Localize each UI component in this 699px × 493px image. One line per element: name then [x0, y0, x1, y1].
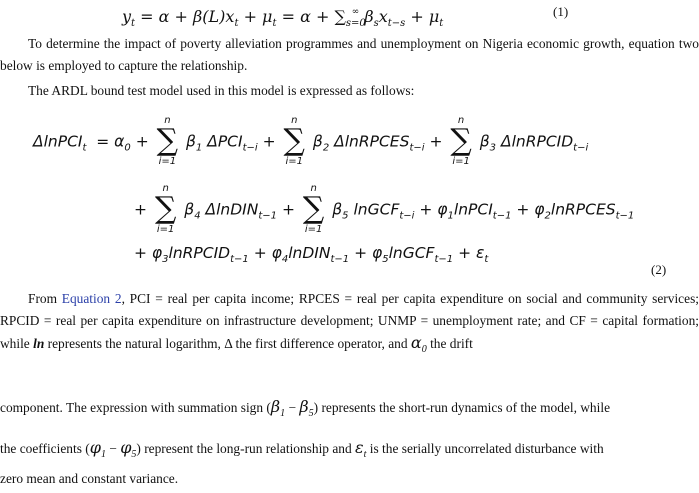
- summation-sign: n ∑ i=1: [154, 183, 177, 235]
- paragraph-ardl: The ARDL bound test model used in this model is expressed as follows:: [28, 83, 415, 98]
- text-line-component: component. The expression with summation sign $(\beta_1 - \beta_5)$ represents the short-run dynamics of the model, while: [0, 397, 611, 419]
- sigma-symbol: ∑: [154, 191, 177, 226]
- equation-1: $y_t = \alpha + \beta(L)x_t + \mu_t = \alpha + \sum_{s=0}^\infty$ $\beta_sx_{t-s} + \mu_t$: [122, 7, 444, 29]
- equation-2-line-3: + $\varphi_3lnRPCID_{t-1}$ + $\varphi_4lnDIN_{t-1}$ + $\varphi_5lnGCF_{t-1} + \varepsilon_t$: [134, 244, 489, 265]
- equation-2-link[interactable]: Equation 2: [61, 291, 122, 306]
- summation-sign: n ∑ i=1: [156, 115, 179, 167]
- text-line-last: zero mean and constant variance.: [0, 471, 179, 486]
- equation-2-line-1: ΔlnPCI$_t$ = $\alpha_0$ + n ∑ i=1 $\beta_1$ $\Delta PCI_{t-i}$ + n ∑ i=1 $\beta_2$ ΔlnRPCES$_{t-i}$ + n ∑ i=1 $\beta_3$ ΔlnRPCID$_{t-i}$: [33, 115, 589, 167]
- equation-1-number: (1): [553, 4, 569, 19]
- summation-sign: n ∑ i=1: [283, 115, 305, 167]
- sigma-symbol: ∑: [283, 123, 305, 158]
- paragraph-intro: To determine the impact of poverty alleviation programmes and unemployment on Nigeria economic growth, equation two below is employed to capture the relationship.: [0, 36, 699, 73]
- paragraph-variable-definitions: From Equation 2, PCI = real per capita income; RPCES = real per capita expenditure on social and community services; RPCID = real per capita expenditure on infrastructure development; UNMP = unemployment rate; and CF = capital formation; while ln represents the natural logarithm, Δ the first difference operator, and $\alpha_0$ the drift: [0, 291, 699, 355]
- sigma-symbol: ∑: [450, 123, 472, 158]
- summation-sign: n ∑ i=1: [302, 183, 325, 235]
- sigma-symbol: ∑: [302, 191, 325, 226]
- summation-sign: n ∑ i=1: [450, 115, 472, 167]
- equation-2-line-2: + n ∑ i=1 $\beta_4$ ΔlnDIN$_{t-1}$ + n ∑ i=1 $\beta_5$ lnGCF$_{t-i}$ + $\varphi_1lnPCI_{t-1}$ + $\varphi_2lnRPCES_{t-1}$: [134, 183, 635, 235]
- equation-2-number: (2): [651, 262, 667, 277]
- sigma-symbol: ∑: [156, 123, 179, 158]
- text-line-coefficients: the coefficients $(\varphi_1 - \varphi_5)$ represent the long-run relationship and $\varepsilon_t$ is the serially uncorrelated disturbance with: [0, 438, 604, 460]
